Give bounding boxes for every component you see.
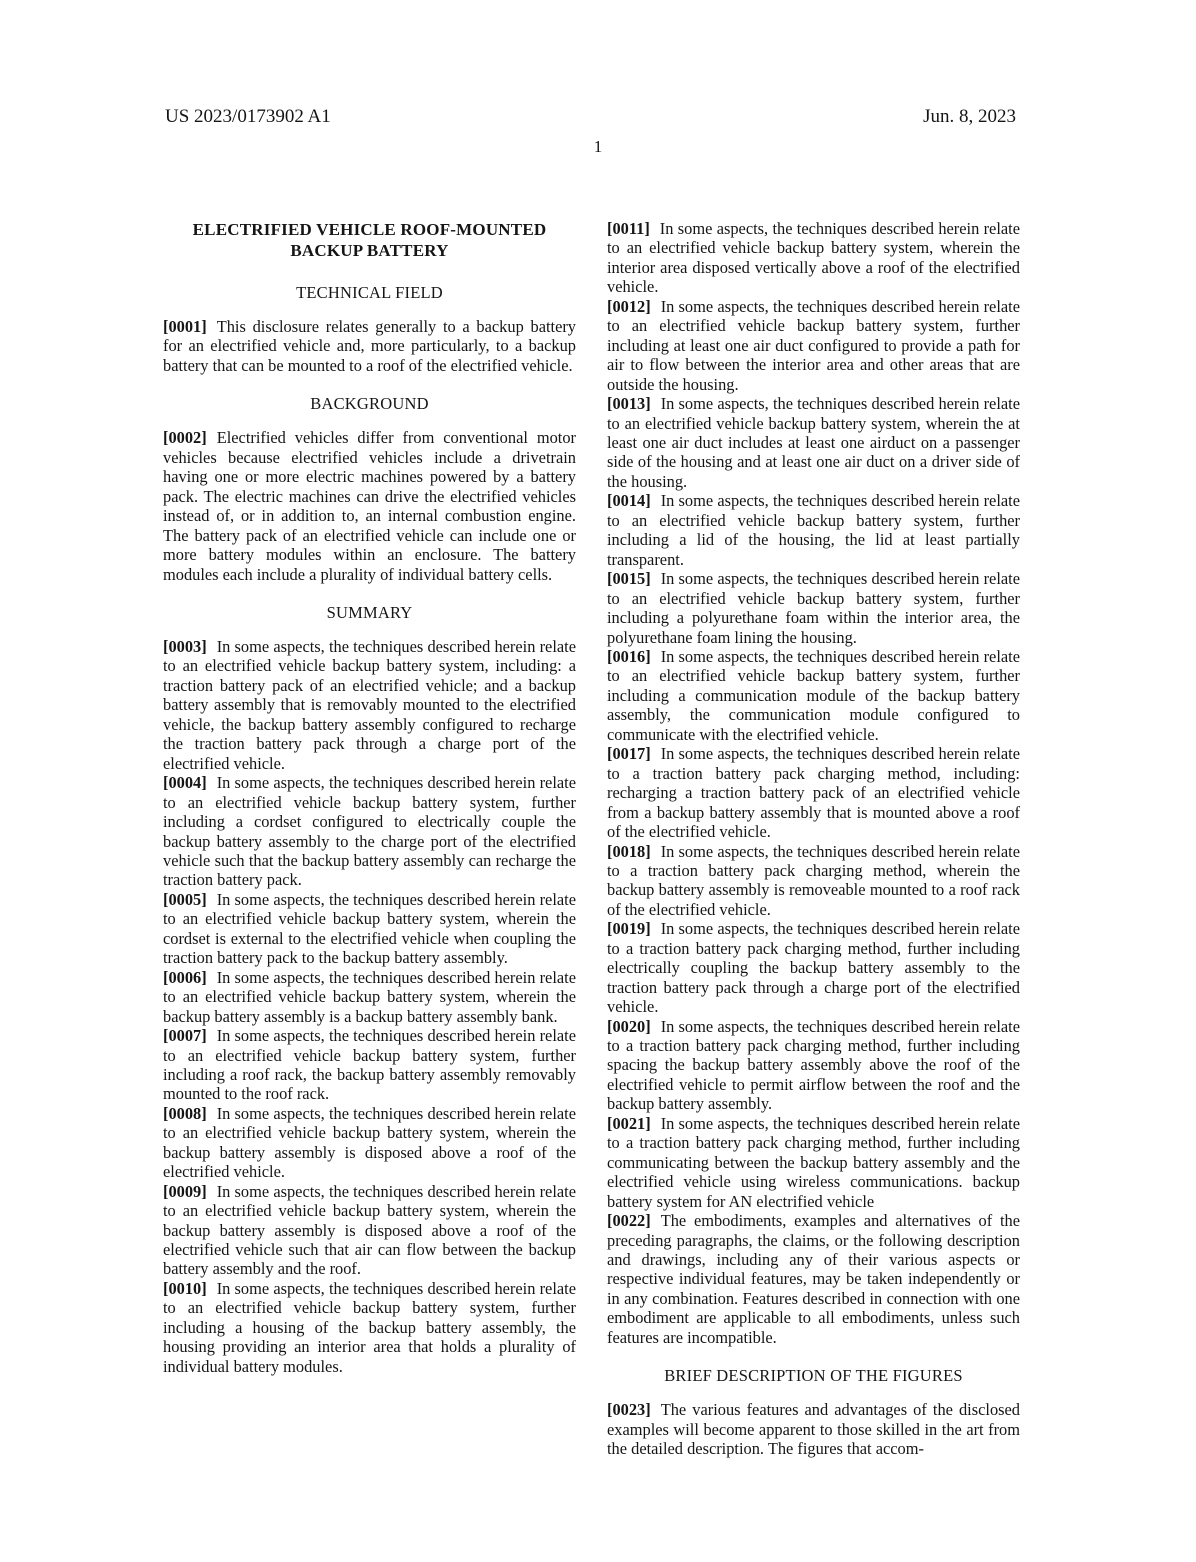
paragraph-0009 [163, 1182, 576, 1279]
paragraph-text: In some aspects, the techniques described herein relate to a traction battery pack charging method, further including spacing the backup battery assembly above the roof of the electrified vehicle to permit airflow between the roof and the backup battery assembly. [607, 1016, 1020, 1114]
paragraph-0013 [607, 394, 1020, 491]
right-column [607, 219, 1020, 1459]
paragraph-tag: [0009] [163, 1181, 207, 1201]
paragraph-text: The various features and advantages of the disclosed examples will become apparent to those skilled in the art from the detailed description. The figures that accom- [607, 1400, 1020, 1459]
paragraph-0018 [607, 842, 1020, 920]
patent-number: US 2023/0173902 A1 [165, 106, 331, 127]
paragraph-text: In some aspects, the techniques described herein relate to an electrified vehicle backup battery system, wherein the backup battery assembly is a backup battery assembly bank. [163, 967, 576, 1026]
paragraph-text: In some aspects, the techniques described herein relate to an electrified vehicle backup battery system, including: a traction battery pack of an electrified vehicle; and a backup battery assembly that is removably mounted to the electrified vehicle, the backup battery assembly configured to recharge the traction battery pack through a charge port of the electrified vehicle. [163, 636, 576, 773]
paragraph-0005 [163, 890, 576, 968]
paragraph-0008 [163, 1104, 576, 1182]
paragraph-tag: [0021] [607, 1113, 651, 1133]
paragraph-tag: [0020] [607, 1016, 651, 1036]
paragraph-0016 [607, 647, 1020, 744]
document-body [163, 219, 1020, 1459]
paragraph-tag: [0019] [607, 919, 651, 939]
paragraph-text: In some aspects, the techniques described herein relate to an electrified vehicle backup battery system, wherein the backup battery assembly is disposed above a roof of the electrified vehicle. [163, 1103, 576, 1182]
paragraph-text: In some aspects, the techniques described herein relate to an electrified vehicle backup battery system, wherein the cordset is external to the electrified vehicle when coupling the traction battery pack to the backup battery assembly. [163, 889, 576, 968]
publication-date: Jun. 8, 2023 [923, 106, 1016, 127]
page-number: 1 [593, 137, 603, 156]
paragraph-text: In some aspects, the techniques described herein relate to a traction battery pack charging method, including: recharging a traction battery pack of an electrified vehicle from a backup battery assembly that is mounted above a roof of the electrified vehicle. [607, 744, 1020, 842]
paragraph-0001 [163, 317, 576, 375]
paragraph-0012 [607, 297, 1020, 394]
paragraph-tag: [0023] [607, 1400, 651, 1420]
document-title: ELECTRIFIED VEHICLE ROOF-MOUNTED BACKUP BATTERY [192, 220, 547, 260]
paragraph-0015 [607, 569, 1020, 647]
paragraph-text: This disclosure relates generally to a backup battery for an electrified vehicle and, more particularly, to a backup battery that can be mounted to a roof of the electrified vehicle. [163, 317, 576, 375]
paragraph-0002 [163, 428, 576, 584]
section-heading: BRIEF DESCRIPTION OF THE FIGURES [664, 1366, 963, 1386]
paragraph-tag: [0001] [163, 317, 207, 336]
section-heading: BACKGROUND [310, 394, 429, 414]
paragraph-0023 [607, 1400, 1020, 1458]
section-heading: TECHNICAL FIELD [296, 283, 443, 302]
paragraph-tag: [0003] [163, 636, 207, 656]
paragraph-text: In some aspects, the techniques described herein relate to an electrified vehicle backup battery system, wherein the interior area disposed vertically above a roof of the electrified vehicle. [607, 219, 1020, 297]
paragraph-text: In some aspects, the techniques described herein relate to a traction battery pack charging method, wherein the backup battery assembly is removeable mounted to a roof rack of the electrified vehicle. [607, 841, 1020, 919]
paragraph-tag: [0011] [607, 219, 650, 238]
paragraph-tag: [0022] [607, 1211, 651, 1231]
paragraph-tag: [0013] [607, 394, 651, 414]
paragraph-0006 [163, 968, 576, 1026]
paragraph-0019 [607, 919, 1020, 1016]
paragraph-text: In some aspects, the techniques described herein relate to a traction battery pack charging method, further including communicating between the backup battery assembly and the electrified vehicle using wireless communications. backup battery system for AN electrified vehicle [607, 1113, 1020, 1211]
paragraph-text: In some aspects, the techniques described herein relate to an electrified vehicle backup battery system, further including a communication module of the backup battery assembly, the communication module configured to communicate with the electrified vehicle. [607, 646, 1020, 744]
paragraph-text: In some aspects, the techniques described herein relate to an electrified vehicle backup battery system, further including a roof rack, the backup battery assembly removably mounted to the roof rack. [163, 1026, 576, 1104]
paragraph-tag: [0017] [607, 744, 651, 764]
paragraph-text: The embodiments, examples and alternatives of the preceding paragraphs, the claims, or the following description and drawings, including any of their various aspects or respective individual features, may be taken independently or in any combination. Features described in connection with one embodiment are applicable to all embodiments, unless such features are incompatible. [607, 1211, 1020, 1347]
paragraph-tag: [0007] [163, 1026, 207, 1046]
paragraph-0010 [163, 1279, 576, 1376]
paragraph-text: In some aspects, the techniques described herein relate to an electrified vehicle backup battery system, further including a polyurethane foam within the interior area, the polyurethane foam lining the housing. [607, 569, 1020, 647]
paragraph-tag: [0014] [607, 491, 651, 511]
paragraph-0007 [163, 1026, 576, 1104]
paragraph-0017 [607, 744, 1020, 841]
paragraph-text: In some aspects, the techniques described herein relate to an electrified vehicle backup battery system, further including a cordset configured to electrically couple the backup battery assembly to the charge port of the electrified vehicle such that the backup battery assembly can recharge the traction battery pack. [163, 773, 576, 890]
section-heading: SUMMARY [326, 602, 413, 622]
paragraph-0003 [163, 637, 576, 773]
paragraph-text: In some aspects, the techniques described herein relate to a traction battery pack charging method, further including electrically coupling the backup battery assembly to the traction battery pack through a charge port of the electrified vehicle. [607, 919, 1020, 1017]
page-header [165, 106, 1016, 128]
paragraph-tag: [0015] [607, 569, 651, 589]
paragraph-tag: [0016] [607, 646, 651, 666]
paragraph-tag: [0010] [163, 1278, 207, 1298]
paragraph-0020 [607, 1017, 1020, 1114]
paragraph-text: In some aspects, the techniques described herein relate to an electrified vehicle backup battery system, wherein the at least one air duct includes at least one airduct on a passenger side of the housing and at least one air duct on a driver side of the housing. [607, 394, 1020, 491]
paragraph-tag: [0004] [163, 773, 207, 793]
paragraph-text: In some aspects, the techniques described herein relate to an electrified vehicle backup battery system, further including a lid of the housing, the lid at least partially transparent. [607, 491, 1020, 569]
paragraph-0014 [607, 491, 1020, 569]
paragraph-text: Electrified vehicles differ from conventional motor vehicles because electrified vehicles include a drivetrain having one or more electric machines powered by a battery pack. The electric machines can drive the electrified vehicles instead of, or in addition to, an internal combustion engine. The battery pack of an electrified vehicle can include one or more battery modules within an enclosure. The battery modules each include a plurality of individual battery cells. [163, 428, 576, 584]
paragraph-tag: [0006] [163, 967, 207, 987]
left-column [163, 219, 576, 1459]
paragraph-0021 [607, 1114, 1020, 1211]
paragraph-text: In some aspects, the techniques described herein relate to an electrified vehicle backup battery system, further including a housing of the backup battery assembly, the housing providing an interior area that holds a plurality of individual battery modules. [163, 1278, 576, 1376]
paragraph-tag: [0008] [163, 1103, 207, 1123]
paragraph-0004 [163, 773, 576, 890]
paragraph-text: In some aspects, the techniques described herein relate to an electrified vehicle backup battery system, further including at least one air duct configured to provide a path for air to flow between the interior area and other areas that are outside the housing. [607, 296, 1020, 394]
paragraph-0022 [607, 1211, 1020, 1347]
paragraph-0011 [607, 219, 1020, 297]
paragraph-tag: [0002] [163, 428, 207, 448]
paragraph-tag: [0005] [163, 889, 207, 909]
paragraph-tag: [0018] [607, 841, 651, 861]
paragraph-text: In some aspects, the techniques described herein relate to an electrified vehicle backup battery system, wherein the backup battery assembly is disposed above a roof of the electrified vehicle such that air can flow between the backup battery assembly and the roof. [163, 1181, 576, 1279]
paragraph-tag: [0012] [607, 296, 651, 316]
